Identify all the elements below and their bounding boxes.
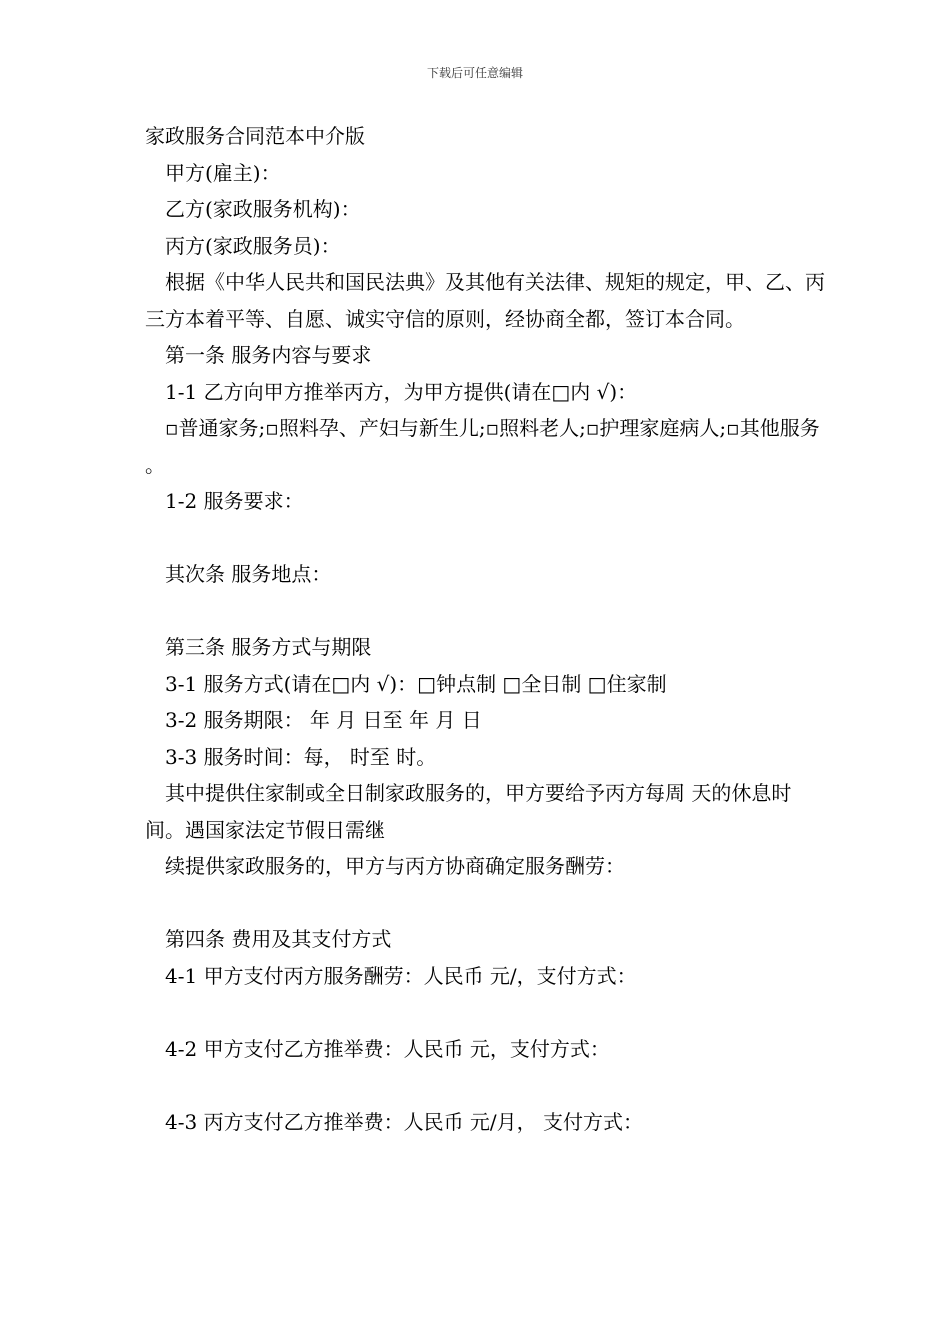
article-1-1: 1-1 乙方向甲方推举丙方，为甲方提供(请在□内 √)： <box>165 379 638 404</box>
article-3-3: 3-3 服务时间：每， 时至 时。 <box>165 744 437 769</box>
article-3-1: 3-1 服务方式(请在□内 √)：□钟点制 □全日制 □住家制 <box>165 671 667 696</box>
blank-space <box>145 593 825 630</box>
page-header-note: 下载后可任意编辑 <box>426 66 523 80</box>
article-1-1-options: ▫普通家务;▫照料孕、产妇与新生儿;▫照料老人;▫护理家庭病人;▫其他服务 。 <box>145 416 820 477</box>
party-c-line: 丙方(家政服务员)： <box>165 233 341 258</box>
article-4-title: 第四条 费用及其支付方式 <box>165 927 392 951</box>
article-4-2: 4-2 甲方支付乙方推举费：人民币 元，支付方式： <box>165 1036 610 1061</box>
blank-space <box>145 885 825 922</box>
contract-document <box>145 118 825 1140</box>
preamble-paragraph: 根据《中华人民共和国民法典》及其他有关法律、规矩的规定，甲、乙、丙三方本着平等、自愿、诚实守信的原则，经协商全都，签订本合同。 <box>145 270 825 331</box>
article-3-title: 第三条 服务方式与期限 <box>165 635 372 659</box>
article-4-3: 4-3 丙方支付乙方推举费：人民币 元/月， 支付方式： <box>165 1109 644 1134</box>
blank-space <box>145 1067 825 1104</box>
party-b-line: 乙方(家政服务机构)： <box>165 197 361 221</box>
blank-space <box>145 520 825 557</box>
article-3-rest-paragraph: 其中提供住家制或全日制家政服务的，甲方要给予丙方每周 天的休息时间。遇国家法定节假日需继 <box>145 781 792 842</box>
article-1-2: 1-2 服务要求： <box>165 489 304 513</box>
document-title: 家政服务合同范本中介版 <box>145 124 365 148</box>
article-2-title: 其次条 服务地点： <box>165 562 332 586</box>
article-1-title: 第一条 服务内容与要求 <box>165 343 372 367</box>
blank-space <box>145 994 825 1031</box>
article-3-rest-continuation: 续提供家政服务的，甲方与丙方协商确定服务酬劳： <box>165 854 625 878</box>
party-a-line: 甲方(雇主)： <box>165 160 281 185</box>
article-3-2: 3-2 服务期限： 年 月 日至 年 月 日 <box>165 708 482 732</box>
article-4-1: 4-1 甲方支付丙方服务酬劳：人民币 元/，支付方式： <box>165 963 637 988</box>
